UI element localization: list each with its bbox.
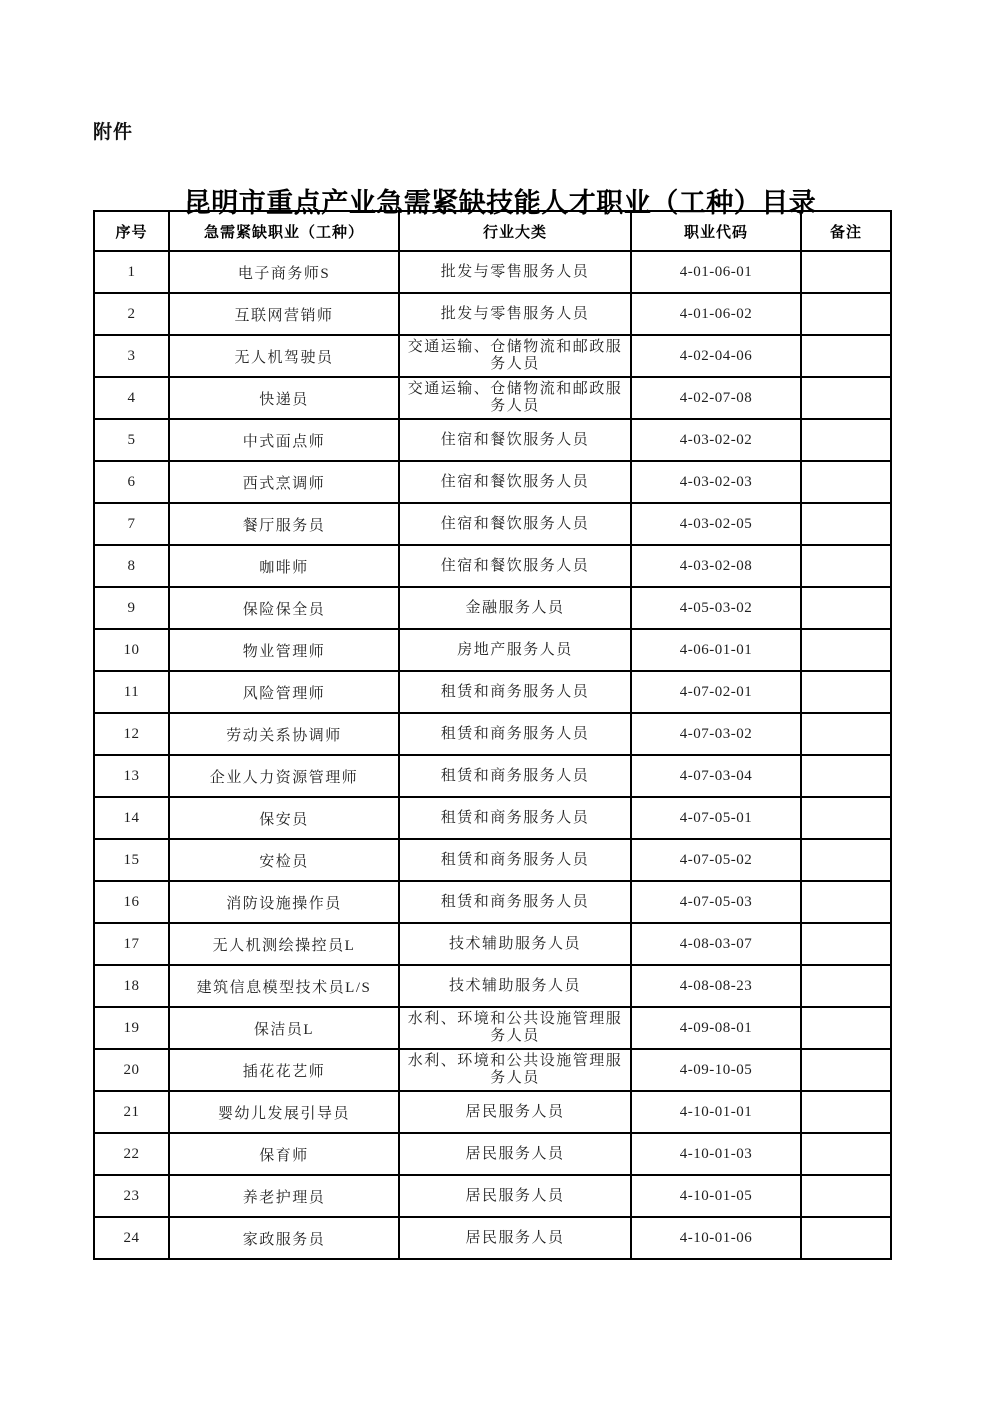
row-number-cell: 1 [94,251,169,293]
remark-cell [801,1007,891,1049]
occupation-cell: 咖啡师 [169,545,399,587]
header-occupation: 急需紧缺职业（工种） [169,211,399,251]
table-row [94,419,891,461]
remark-cell [801,419,891,461]
table-row [94,1217,891,1259]
code-cell: 4-10-01-03 [631,1133,801,1175]
remark-cell [801,671,891,713]
table-row [94,1007,891,1049]
code-cell: 4-07-05-01 [631,797,801,839]
industry-cell: 居民服务人员 [399,1217,631,1259]
industry-cell: 技术辅助服务人员 [399,923,631,965]
industry-cell: 租赁和商务服务人员 [399,671,631,713]
row-number-cell: 24 [94,1217,169,1259]
occupation-cell: 安检员 [169,839,399,881]
industry-cell: 住宿和餐饮服务人员 [399,545,631,587]
table-row [94,587,891,629]
row-number-cell: 2 [94,293,169,335]
row-number-cell: 20 [94,1049,169,1091]
row-number-cell: 14 [94,797,169,839]
row-number-cell: 13 [94,755,169,797]
occupation-cell: 保洁员L [169,1007,399,1049]
table-row [94,755,891,797]
code-cell: 4-07-05-03 [631,881,801,923]
industry-cell: 批发与零售服务人员 [399,293,631,335]
header-row [94,211,891,251]
remark-cell [801,629,891,671]
occupation-cell: 建筑信息模型技术员L/S [169,965,399,1007]
occupation-cell: 养老护理员 [169,1175,399,1217]
remark-cell [801,335,891,377]
occupation-catalog-table [93,210,892,1260]
occupation-cell: 保育师 [169,1133,399,1175]
header-serial-number: 序号 [94,211,169,251]
code-cell: 4-09-08-01 [631,1007,801,1049]
page-title: 昆明市重点产业急需紧缺技能人才职业（工种）目录 [183,188,817,219]
industry-cell: 金融服务人员 [399,587,631,629]
industry-cell: 水利、环境和公共设施管理服务人员 [399,1049,631,1091]
table-row [94,1133,891,1175]
row-number-cell: 4 [94,377,169,419]
table-row [94,335,891,377]
table-row [94,1049,891,1091]
occupation-cell: 家政服务员 [169,1217,399,1259]
header-occupation-code: 职业代码 [631,211,801,251]
table-row [94,629,891,671]
remark-cell [801,755,891,797]
remark-cell [801,1217,891,1259]
row-number-cell: 21 [94,1091,169,1133]
code-cell: 4-09-10-05 [631,1049,801,1091]
code-cell: 4-03-02-02 [631,419,801,461]
remark-cell [801,965,891,1007]
industry-cell: 批发与零售服务人员 [399,251,631,293]
code-cell: 4-01-06-01 [631,251,801,293]
code-cell: 4-03-02-08 [631,545,801,587]
occupation-cell: 保险保全员 [169,587,399,629]
row-number-cell: 19 [94,1007,169,1049]
code-cell: 4-10-01-05 [631,1175,801,1217]
industry-cell: 技术辅助服务人员 [399,965,631,1007]
remark-cell [801,293,891,335]
table-header [94,211,891,251]
industry-cell: 住宿和餐饮服务人员 [399,461,631,503]
code-cell: 4-07-03-02 [631,713,801,755]
industry-cell: 交通运输、仓储物流和邮政服务人员 [399,377,631,419]
occupation-cell: 消防设施操作员 [169,881,399,923]
remark-cell [801,545,891,587]
remark-cell [801,503,891,545]
code-cell: 4-07-05-02 [631,839,801,881]
occupation-cell: 插花花艺师 [169,1049,399,1091]
table-row [94,965,891,1007]
occupation-cell: 风险管理师 [169,671,399,713]
industry-cell: 租赁和商务服务人员 [399,797,631,839]
table-row [94,881,891,923]
code-cell: 4-07-03-04 [631,755,801,797]
row-number-cell: 17 [94,923,169,965]
table-row [94,1091,891,1133]
row-number-cell: 8 [94,545,169,587]
table-row [94,797,891,839]
table-row [94,377,891,419]
occupation-cell: 无人机驾驶员 [169,335,399,377]
code-cell: 4-05-03-02 [631,587,801,629]
code-cell: 4-03-02-05 [631,503,801,545]
industry-cell: 租赁和商务服务人员 [399,713,631,755]
code-cell: 4-08-08-23 [631,965,801,1007]
remark-cell [801,797,891,839]
row-number-cell: 18 [94,965,169,1007]
row-number-cell: 12 [94,713,169,755]
code-cell: 4-01-06-02 [631,293,801,335]
row-number-cell: 11 [94,671,169,713]
occupation-cell: 婴幼儿发展引导员 [169,1091,399,1133]
industry-cell: 居民服务人员 [399,1175,631,1217]
table-row [94,503,891,545]
row-number-cell: 23 [94,1175,169,1217]
code-cell: 4-06-01-01 [631,629,801,671]
occupation-cell: 企业人力资源管理师 [169,755,399,797]
table-row [94,293,891,335]
remark-cell [801,881,891,923]
industry-cell: 水利、环境和公共设施管理服务人员 [399,1007,631,1049]
industry-cell: 住宿和餐饮服务人员 [399,503,631,545]
occupation-cell: 餐厅服务员 [169,503,399,545]
remark-cell [801,1049,891,1091]
occupation-cell: 劳动关系协调师 [169,713,399,755]
header-remarks: 备注 [801,211,891,251]
table-row [94,923,891,965]
industry-cell: 租赁和商务服务人员 [399,755,631,797]
row-number-cell: 3 [94,335,169,377]
attachment-label: 附件 [93,122,134,143]
occupation-cell: 电子商务师S [169,251,399,293]
table-row [94,251,891,293]
occupation-cell: 无人机测绘操控员L [169,923,399,965]
occupation-cell: 互联网营销师 [169,293,399,335]
industry-cell: 交通运输、仓储物流和邮政服务人员 [399,335,631,377]
table-row [94,461,891,503]
remark-cell [801,839,891,881]
occupation-cell: 西式烹调师 [169,461,399,503]
row-number-cell: 10 [94,629,169,671]
remark-cell [801,713,891,755]
industry-cell: 住宿和餐饮服务人员 [399,419,631,461]
industry-cell: 房地产服务人员 [399,629,631,671]
row-number-cell: 16 [94,881,169,923]
industry-cell: 租赁和商务服务人员 [399,881,631,923]
remark-cell [801,251,891,293]
code-cell: 4-08-03-07 [631,923,801,965]
code-cell: 4-10-01-01 [631,1091,801,1133]
occupation-cell: 物业管理师 [169,629,399,671]
industry-cell: 居民服务人员 [399,1133,631,1175]
code-cell: 4-02-04-06 [631,335,801,377]
header-industry-category: 行业大类 [399,211,631,251]
industry-cell: 租赁和商务服务人员 [399,839,631,881]
remark-cell [801,377,891,419]
row-number-cell: 22 [94,1133,169,1175]
remark-cell [801,923,891,965]
table-row [94,839,891,881]
row-number-cell: 5 [94,419,169,461]
occupation-cell: 快递员 [169,377,399,419]
code-cell: 4-03-02-03 [631,461,801,503]
remark-cell [801,1091,891,1133]
table-row [94,671,891,713]
row-number-cell: 6 [94,461,169,503]
code-cell: 4-10-01-06 [631,1217,801,1259]
table-row [94,545,891,587]
code-cell: 4-02-07-08 [631,377,801,419]
table-body [94,251,891,1259]
occupation-cell: 保安员 [169,797,399,839]
occupation-cell: 中式面点师 [169,419,399,461]
table-row [94,713,891,755]
remark-cell [801,587,891,629]
remark-cell [801,1175,891,1217]
remark-cell [801,1133,891,1175]
industry-cell: 居民服务人员 [399,1091,631,1133]
remark-cell [801,461,891,503]
table-row [94,1175,891,1217]
code-cell: 4-07-02-01 [631,671,801,713]
row-number-cell: 7 [94,503,169,545]
row-number-cell: 9 [94,587,169,629]
row-number-cell: 15 [94,839,169,881]
